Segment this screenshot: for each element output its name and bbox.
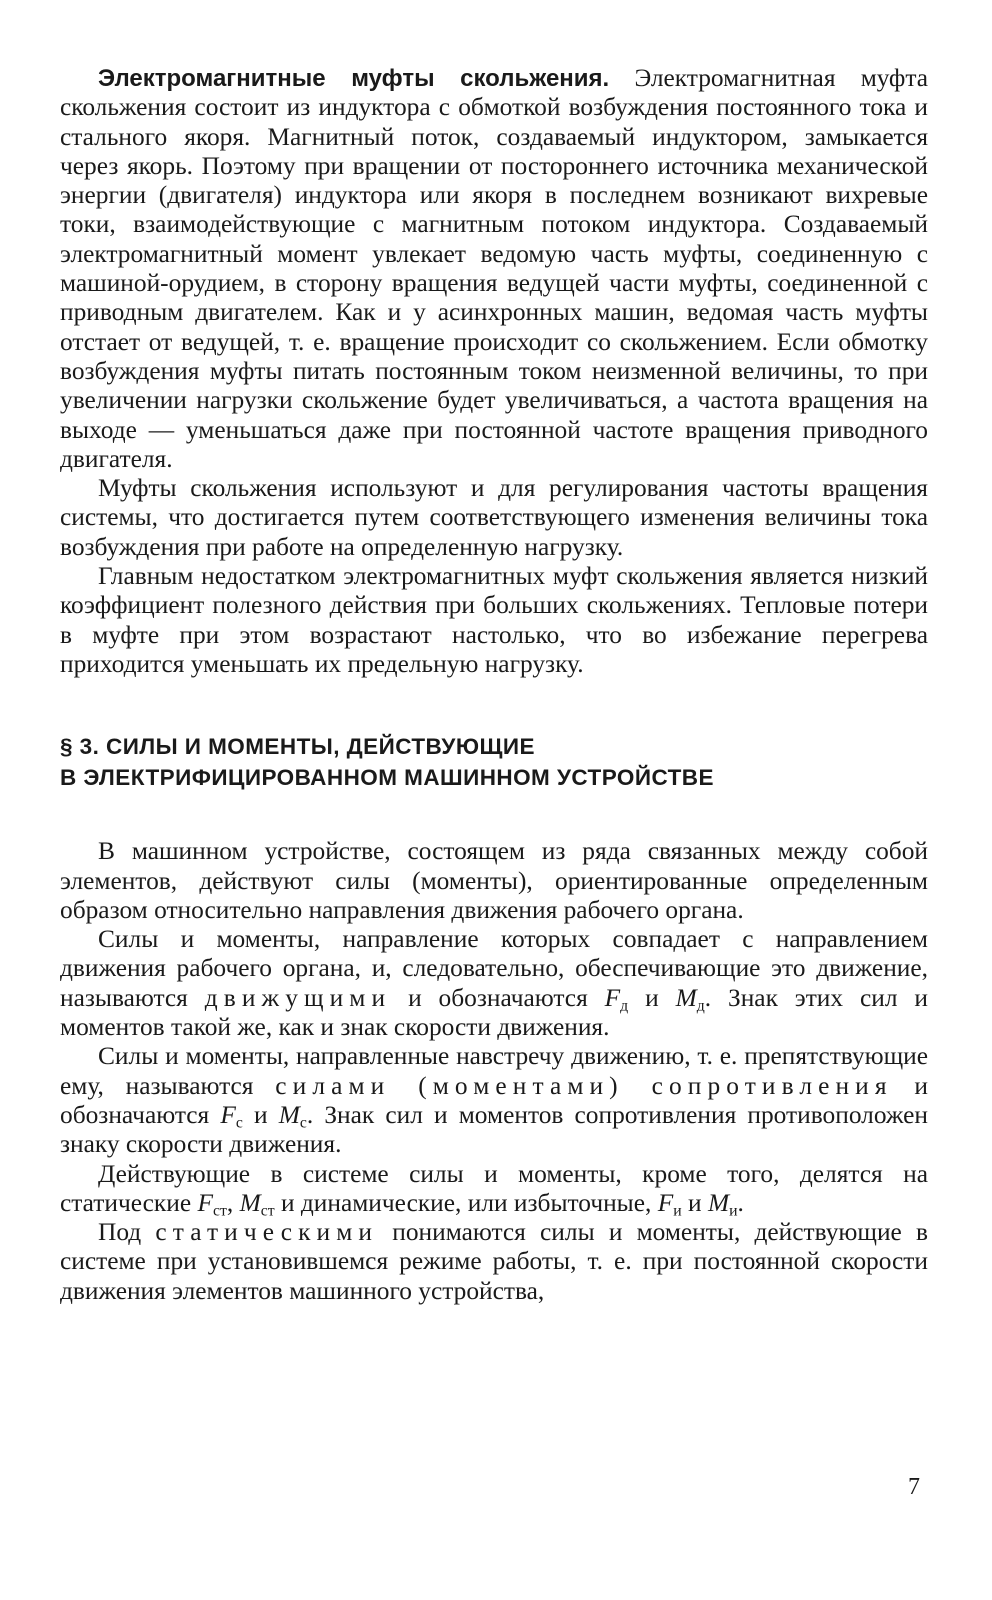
paragraph-resistance-forces: Силы и моменты, направленные навстречу движению, т. е. препятствующие ему, называются силами (моментами) сопротивления и обозначаются $F_с$ и $M_с$. Знак сил и моментов сопротивления противоположен знаку скорости движения. xyxy=(60,1042,928,1159)
paragraph-driving-forces: Силы и моменты, направление которых совпадает с направлением движения рабочего органа, и, следовательно, обеспечивающие это движение, называются движущими и обозначаются $F_д$ и $M_д$. Знак этих сил и моментов такой же, как и знак скорости движения. xyxy=(60,925,928,1042)
paragraph-disadvantage: Главным недостатком электромагнитных муфт скольжения является низкий коэффициент полезного действия при больших скольжениях. Тепловые потери в муфте при этом возрастают настолько, что во избежание перегрева приходится уменьшать их предельную нагрузку. xyxy=(60,562,928,678)
paragraph-intro: В машинном устройстве, состоящем из ряда связанных между собой элементов, действуют силы (моменты), ориентированные определенным образом относительно направления движения рабочего органа. xyxy=(60,837,928,924)
section-heading-line-1: § 3. СИЛЫ И МОМЕНТЫ, ДЕЙСТВУЮЩИЕ xyxy=(60,734,535,760)
page-body xyxy=(60,64,928,1306)
paragraph-slip-couplings: Электромагнитные муфты скольжения. Электромагнитная муфта скольжения состоит из индуктора с обмоткой возбуждения постоянного тока и стального якоря. Магнитный поток, создаваемый индуктором, замыкается через якорь. Поэтому при вращении от постороннего источника механической энергии (двигателя) индуктора или якоря в последнем возникают вихревые токи, взаимодействующие с магнитным потоком индуктора. Создаваемый электромагнитный момент увлекает ведомую часть муфты, соединенную с машиной-орудием, в сторону вращения ведущей части муфты, соединенной с приводным двигателем. Как и у асинхронных машин, ведомая часть муфты отстает от ведущей, т. е. вращение происходит со скольжением. Если обмотку возбуждения муфты питать постоянным током неизменной величины, то при увеличении нагрузки скольжение будет увеличиваться, а частота вращения на выходе — уменьшаться даже при постоянной частоте вращения приводного двигателя. xyxy=(60,64,928,473)
spaced-term: движущими xyxy=(204,983,392,1012)
runin-heading: Электромагнитные муфты скольжения. xyxy=(98,65,610,92)
section-heading-line-2: В ЭЛЕКТРИФИЦИРОВАННОМ МАШИННОМ УСТРОЙСТВЕ xyxy=(60,765,714,791)
paragraph-speed-regulation: Муфты скольжения используют и для регулирования частоты вращения системы, что достигается путем соответствующего изменения величины тока возбуждения при работе на определенную нагрузку. xyxy=(60,474,928,561)
paragraph-static-definition: Под статическими понимаются силы и моменты, действующие в системе при установившемся режиме работы, т. е. при постоянной скорости движения элементов машинного устройства, xyxy=(60,1218,928,1305)
spaced-term: силами (моментами) сопротивления xyxy=(275,1071,893,1100)
section-heading xyxy=(60,731,928,793)
spaced-term: статическими xyxy=(155,1218,379,1247)
paragraph-static-dynamic: Действующие в системе силы и моменты, кроме того, делятся на статические $F_{ст}$, $M_{ст}$ и динамические, или избыточные, $F_и$ и $M_и$. xyxy=(60,1159,928,1220)
page-number: 7 xyxy=(908,1474,920,1500)
